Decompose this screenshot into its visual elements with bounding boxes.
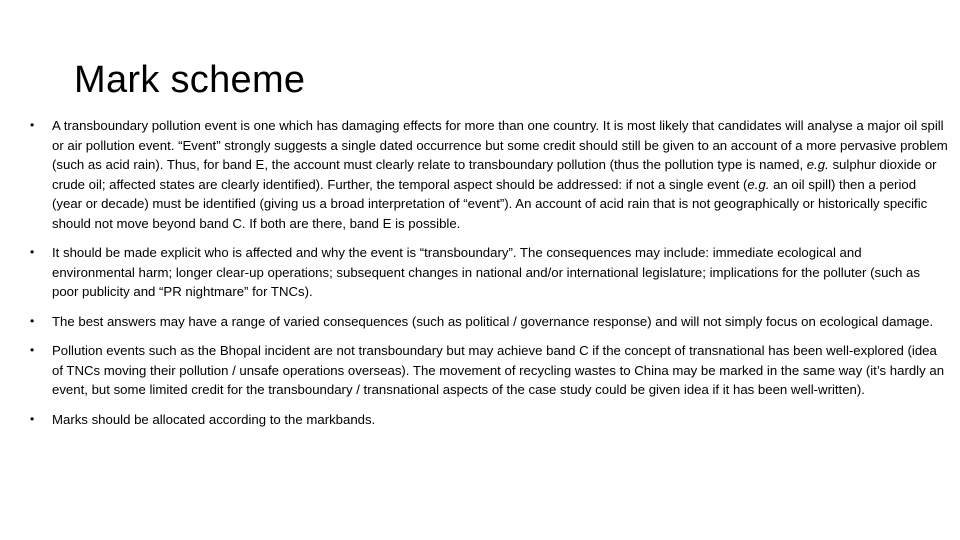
bullet-text: The best answers may have a range of varied consequences (such as political / governance response) and will not simply focus on ecological damage. xyxy=(52,313,934,329)
bullet-text: It should be made explicit who is affected and why the event is “transboundary”. The consequences may include: immediate ecological and environmental harm; longer clear-up operations; subsequent changes in national and/or international legislature; implications for the polluter (such as poor publicity and “PR nightmare” for TNCs). xyxy=(52,245,920,299)
page-title: Mark scheme xyxy=(74,59,306,101)
list-item xyxy=(30,341,948,400)
bullet-icon: • xyxy=(30,245,35,259)
bullet-icon: • xyxy=(30,343,35,357)
bullet-list xyxy=(30,116,948,439)
bullet-icon: • xyxy=(30,118,35,132)
list-item xyxy=(30,312,948,332)
bullet-icon: • xyxy=(30,313,35,328)
list-item xyxy=(30,243,948,302)
bullet-text: Pollution events such as the Bhopal incident are not transboundary but may achieve band C if the concept of transnational has been well-explored (idea of TNCs moving their pollution / unsafe operations overseas). The movement of recycling wastes to China may be marked in the same way (it’s hardly an event, but some limited credit for the transboundary / transnational aspects of the case study could be given idea if it has been well-written). xyxy=(52,343,945,397)
list-item xyxy=(30,410,948,430)
bullet-text: Marks should be allocated according to the markbands. xyxy=(52,411,376,427)
bullet-icon: • xyxy=(30,411,35,426)
list-item xyxy=(30,116,948,233)
bullet-text: A transboundary pollution event is one which has damaging effects for more than one country. It is most likely that candidates will analyse a major oil spill or air pollution event. “Event” strongly suggests a single dated occurrence but some credit should still be given to an account of a more pervasive problem (such as acid rain). Thus, for band E, the account must clearly relate to transboundary pollution (thus the pollution type is named, e.g. sulphur dioxide or crude oil; affected states are clearly identified). Further, the temporal aspect should be addressed: if not a single event (e.g. an oil spill) then a period (year or decade) must be identified (giving us a broad interpretation of “event”). An account of acid rain that is not geographically or historically specific should not move beyond band C. If both are there, band E is possible. xyxy=(52,118,948,231)
